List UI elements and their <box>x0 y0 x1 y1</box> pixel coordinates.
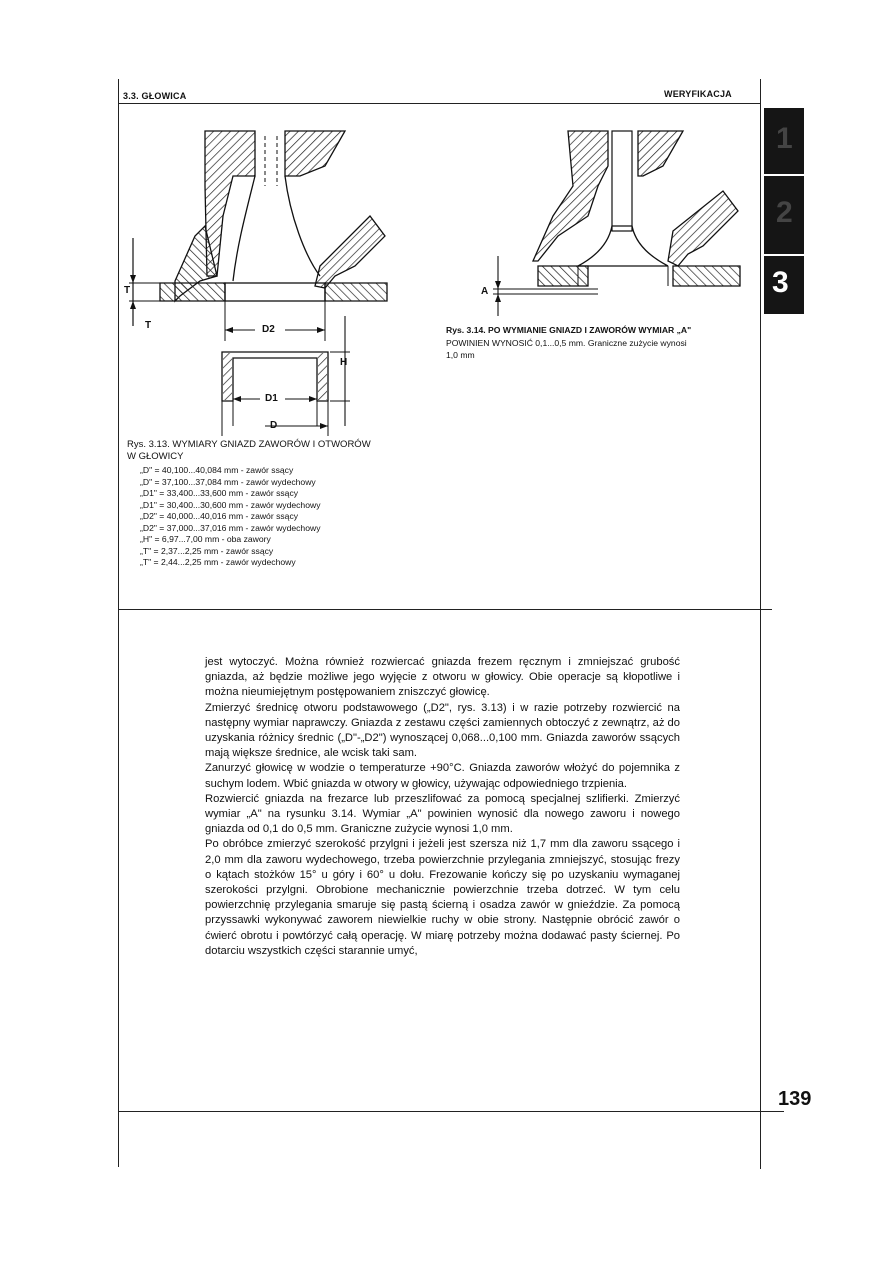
body-text <box>205 655 680 959</box>
spec-line: „D" = 40,100...40,084 mm - zawór ssący <box>140 465 294 475</box>
figure-3-13-drawing <box>125 126 395 436</box>
topic-header: WERYFIKACJA <box>664 89 732 99</box>
footer-rule <box>118 1111 784 1112</box>
right-margin-line <box>760 79 761 1169</box>
body-paragraph: Po obróbce zmierzyć szerokość przylgni i jeżeli jest szersza niż 1,7 mm dla zaworu ssącego i 2,0 mm dla zaworu wydechowego, trzeba powierzchnie przylegania zmniejszyć, stosując frezy o kątach stożków 15° u góry i 60° u dołu. Frezowanie kończy się po uzyskaniu wymaganej szerokości przylgni. Obrobione mechanicznie powierzchnie trzeba dotrzeć. W tym celu powierzchnię przylegania smaruje się pastą ścierną i osadza zawór w gnieździe. Za pomocą przyssawki wykonywać zaworem niewielkie ruchy w obie strony. Następnie obrócić zawór o ćwierć obrotu i powtórzyć całą operację. W miarę potrzeby można dodawać pasty ściernej. Po dotarciu wszystkich części starannie umyć, <box>205 838 680 957</box>
fig314-label-a: A <box>481 286 489 297</box>
side-tab-1 <box>764 108 804 174</box>
side-tab-1-label: 1 <box>776 122 793 155</box>
spec-line: „D2" = 37,000...37,016 mm - zawór wydechowy <box>140 522 321 533</box>
figure-3-13-caption <box>127 439 427 463</box>
fig313-caption-line1: Rys. 3.13. WYMIARY GNIAZD ZAWORÓW I OTWORÓW <box>127 439 371 450</box>
fig313-label-d1: D1 <box>265 393 278 404</box>
spec-line: „H" = 6,97...7,00 mm - oba zawory <box>140 534 271 544</box>
body-paragraph: jest wytoczyć. Można również rozwiercać gniazda frezem ręcznym i zmniejszać grubość gniazda, aż będzie możliwe jego wyjęcie z otworu w głowicy. Obie operacje są kłopotliwe i można nieumiejętnym postępowaniem zniszczyć głowicę. <box>205 656 680 699</box>
spec-line: „D1" = 30,400...30,600 mm - zawór wydechowy <box>140 499 321 510</box>
spec-line: „D1" = 33,400...33,600 mm - zawór ssący <box>140 488 299 498</box>
side-tab-2 <box>764 176 804 254</box>
side-tab-3-label: 3 <box>772 266 789 299</box>
spec-line: „D2" = 40,000...40,016 mm - zawór ssący <box>140 511 299 521</box>
fig313-label-t-lower: T <box>145 320 152 331</box>
side-tab-3 <box>764 256 804 314</box>
fig313-label-d: D <box>270 420 278 431</box>
fig313-label-d2: D2 <box>262 324 275 335</box>
spec-line: „T" = 2,37...2,25 mm - zawór ssący <box>140 545 274 556</box>
page-number: 139 <box>778 1088 812 1110</box>
fig314-caption-line2: POWINIEN WYNOSIĆ 0,1...0,5 mm. Graniczne zużycie wynosi <box>446 337 687 348</box>
section-header: 3.3. GŁOWICA <box>123 91 187 101</box>
figure-separator-rule <box>118 609 772 610</box>
fig313-caption-line2: W GŁOWICY <box>127 451 184 462</box>
fig313-label-t-upper: T <box>124 285 131 296</box>
body-paragraph: Zanurzyć głowicę w wodzie o temperaturze +90°C. Gniazda zaworów włożyć do pojemnika z suchym lodem. Wbić gniazda w otwory w głowicy, używając odpowiedniego trzpienia. <box>205 762 680 790</box>
figure-3-14-caption <box>446 324 756 362</box>
fig314-caption-line1: Rys. 3.14. PO WYMIANIE GNIAZD I ZAWORÓW WYMIAR „A" <box>446 325 692 335</box>
figure-3-13-spec-list <box>140 465 400 569</box>
side-tab-2-label: 2 <box>776 196 793 229</box>
spec-line: „T" = 2,44...2,25 mm - zawór wydechowy <box>140 557 296 567</box>
spec-line: „D" = 37,100...37,084 mm - zawór wydechowy <box>140 476 316 487</box>
body-paragraph: Rozwiercić gniazda na frezarce lub przeszlifować za pomocą specjalnej szlifierki. Zmierzyć wymiar „A" na rysunku 3.14. Wymiar „A" powinien wynosić dla nowego zaworu i nowego gniazda od 0,1 do 0,5 mm. Graniczne zużycie wynosi 1,0 mm. <box>205 792 680 836</box>
left-margin-line <box>118 79 119 1167</box>
fig314-caption-line3: 1,0 mm <box>446 350 475 360</box>
body-paragraph: Zmierzyć średnicę otworu podstawowego („D2", rys. 3.13) i w razie potrzeby rozwiercić na następny wymiar naprawczy. Gniazda z zestawu części zamiennych obtoczyć z zewnątrz, aż do uzyskania różnicy średnic („D"-„D2") wynoszącej 0,068...0,100 mm. Gniazda zaworów ssących mają większe średnice, ale wcisk taki sam. <box>205 701 680 760</box>
header-rule <box>118 103 760 104</box>
figure-3-14-drawing <box>478 126 748 316</box>
fig313-label-h: H <box>340 357 348 368</box>
